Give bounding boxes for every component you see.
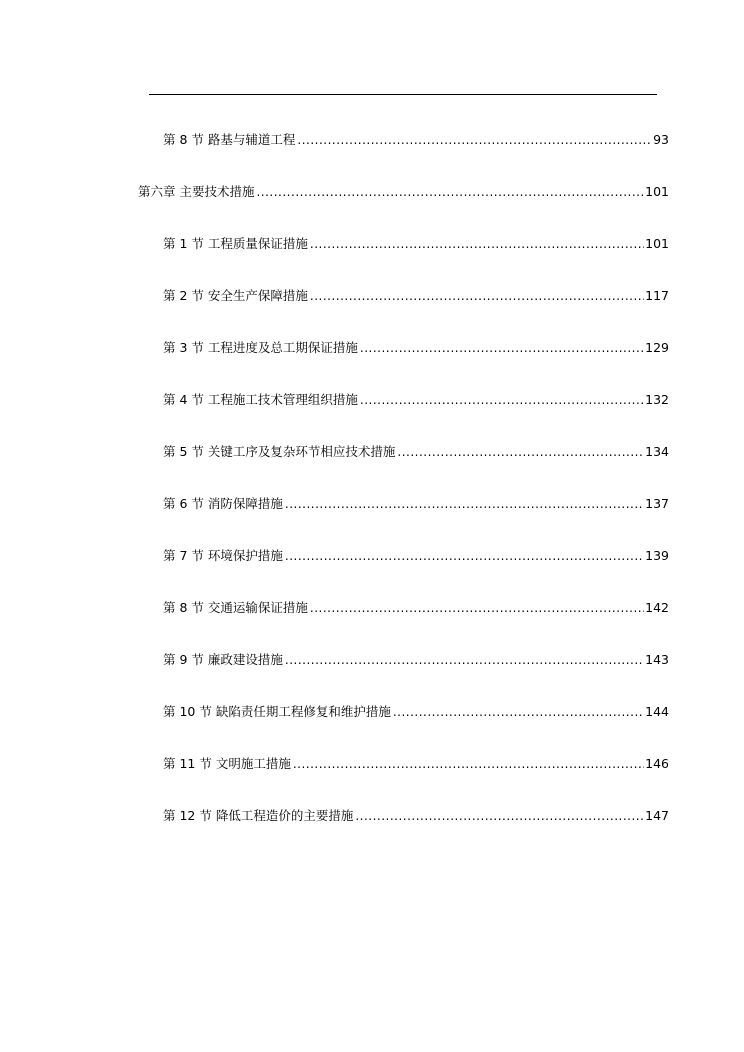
header-rule <box>149 94 657 95</box>
toc-page-number: 93 <box>653 132 669 147</box>
toc-entry-title: 第 10 节 缺陷责任期工程修复和维护措施 <box>163 704 391 719</box>
toc-dot-leader <box>297 132 652 148</box>
toc-chapter-entry[interactable] <box>138 180 669 200</box>
toc-dot-leader <box>397 444 644 460</box>
toc-page-number: 147 <box>645 808 669 823</box>
toc-entry[interactable] <box>163 232 669 252</box>
toc-dot-leader <box>310 600 644 616</box>
toc-entry-title: 第 4 节 工程施工技术管理组织措施 <box>163 392 358 407</box>
toc-entry[interactable] <box>163 128 669 148</box>
toc-page-number: 134 <box>645 444 669 459</box>
toc-dot-leader <box>360 392 644 408</box>
toc-entry[interactable] <box>163 752 669 772</box>
toc-entry[interactable] <box>163 336 669 356</box>
toc-page-number: 101 <box>645 184 669 199</box>
toc-dot-leader <box>256 184 644 200</box>
toc-page-number: 137 <box>645 496 669 511</box>
toc-entry-title: 第 7 节 环境保护措施 <box>163 548 283 563</box>
toc-dot-leader <box>310 236 644 252</box>
toc-page-number: 117 <box>645 288 669 303</box>
toc-entry[interactable] <box>163 700 669 720</box>
toc-entry-title: 第 12 节 降低工程造价的主要措施 <box>163 808 354 823</box>
toc-entry-title: 第 2 节 安全生产保障措施 <box>163 288 308 303</box>
toc-dot-leader <box>285 548 644 564</box>
toc-dot-leader <box>355 808 644 824</box>
toc-entry-title: 第六章 主要技术措施 <box>138 184 255 199</box>
toc-entry[interactable] <box>163 492 669 512</box>
toc-page-number: 142 <box>645 600 669 615</box>
toc-page-number: 143 <box>645 652 669 667</box>
toc-entry-title: 第 8 节 交通运输保证措施 <box>163 600 308 615</box>
toc-dot-leader <box>285 652 644 668</box>
toc-entry[interactable] <box>163 544 669 564</box>
toc-dot-leader <box>285 496 644 512</box>
toc-page-number: 139 <box>645 548 669 563</box>
toc-entry-title: 第 8 节 路基与辅道工程 <box>163 132 296 147</box>
toc-entry[interactable] <box>163 648 669 668</box>
toc-entry-title: 第 9 节 廉政建设措施 <box>163 652 283 667</box>
toc-page-number: 129 <box>645 340 669 355</box>
toc-entry[interactable] <box>163 388 669 408</box>
toc-entry[interactable] <box>163 440 669 460</box>
toc-dot-leader <box>360 340 644 356</box>
toc-entry-title: 第 6 节 消防保障措施 <box>163 496 283 511</box>
toc-dot-leader <box>393 704 644 720</box>
toc-entry[interactable] <box>163 596 669 616</box>
toc-entry-title: 第 11 节 文明施工措施 <box>163 756 291 771</box>
toc-page-number: 132 <box>645 392 669 407</box>
toc-entry-title: 第 3 节 工程进度及总工期保证措施 <box>163 340 358 355</box>
toc-page-number: 146 <box>645 756 669 771</box>
toc-entry-title: 第 5 节 关键工序及复杂环节相应技术措施 <box>163 444 396 459</box>
toc-dot-leader <box>293 756 644 772</box>
toc-entry[interactable] <box>163 284 669 304</box>
toc-page-number: 144 <box>645 704 669 719</box>
toc-entry-title: 第 1 节 工程质量保证措施 <box>163 236 308 251</box>
toc-dot-leader <box>310 288 644 304</box>
toc-entry[interactable] <box>163 804 669 824</box>
toc-page-number: 101 <box>645 236 669 251</box>
